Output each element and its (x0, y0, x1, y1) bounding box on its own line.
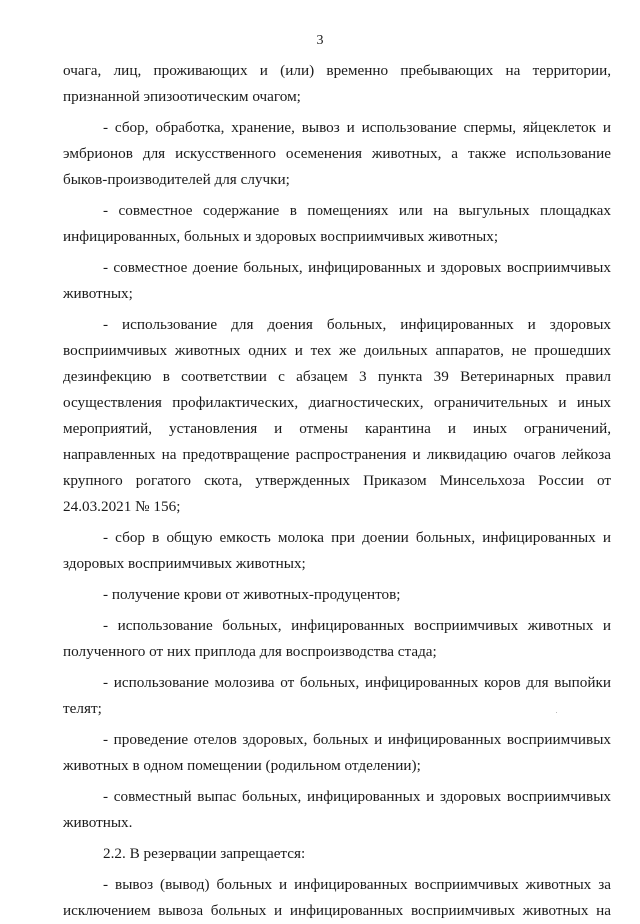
paragraph-milking-equipment: - использование для доения больных, инфицированных и здоровых восприимчивых животных одних и тех же доильных аппаратов, не прошедших дезинфекцию в соответствии с абзацем 3 пункта 39 Ветеринарных правил осуществления профилактических, диагностических, ограничительных и иных мероприятий, установления и отмены карантина и иных ограничений, направленных на предотвращение распространения и ликвидацию очагов лейкоза крупного рогатого скота, утвержденных Приказом Минсельхоза России от 24.03.2021 № 156; (63, 316, 611, 515)
paragraph-animal-removal: - вывоз (вывод) больных и инфицированных восприимчивых животных за исключением вывоза больных и инфицированных восприимчивых животных на (63, 876, 611, 919)
paragraph-focus-continuation: очага, лиц, проживающих и (или) временно пребывающих на территории, признанной эпизоотическим очагом; (63, 62, 611, 105)
paragraph-herd-reproduction: - использование больных, инфицированных восприимчивых животных и полученного от них приплода для воспроизводства стада; (63, 617, 611, 660)
paragraph-semen-collection: - сбор, обработка, хранение, вывоз и использование спермы, яйцеклеток и эмбрионов для искусственного осеменения животных, а также использование быков-производителей для случки; (63, 119, 611, 188)
scan-artifact (556, 712, 557, 713)
paragraph-joint-grazing: - совместный выпас больных, инфицированных и здоровых восприимчивых животных. (63, 788, 611, 831)
paragraph-joint-housing: - совместное содержание в помещениях или на выгульных площадках инфицированных, больных и здоровых восприимчивых животных; (63, 202, 611, 245)
page-number: 3 (316, 33, 324, 48)
document-body (63, 58, 611, 924)
paragraph-calving: - проведение отелов здоровых, больных и инфицированных восприимчивых животных в одном помещении (родильном отделении); (63, 731, 611, 774)
paragraph-joint-milking: - совместное доение больных, инфицированных и здоровых восприимчивых животных; (63, 259, 611, 302)
paragraph-milk-collection: - сбор в общую емкость молока при доении больных, инфицированных и здоровых восприимчивых животных; (63, 529, 611, 572)
paragraph-blood-collection: - получение крови от животных-продуцентов; (103, 586, 401, 603)
paragraph-colostrum-use: - использование молозива от больных, инфицированных коров для выпойки телят; (63, 674, 611, 717)
section-heading-reservation: 2.2. В резервации запрещается: (103, 845, 306, 862)
